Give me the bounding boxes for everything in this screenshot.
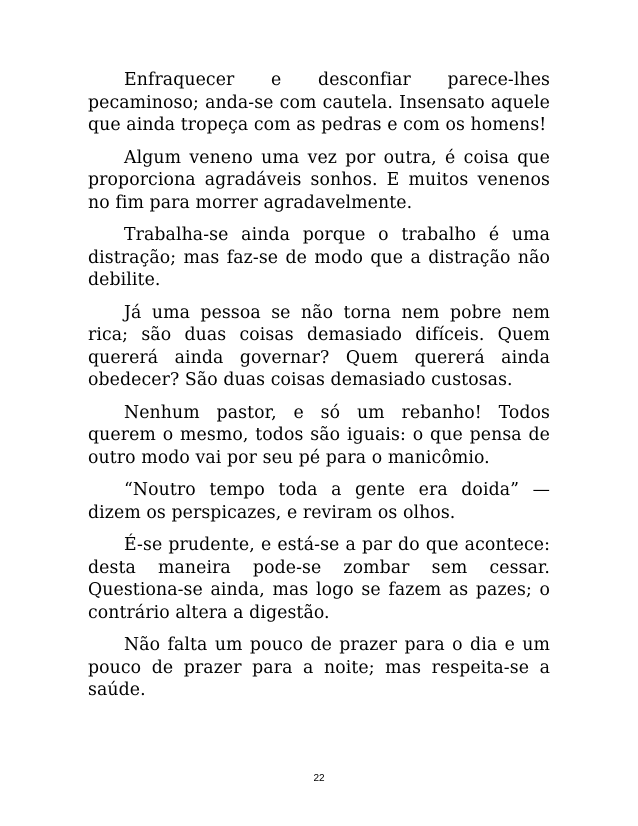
paragraph: É-se prudente, e está-se a par do que acontece: desta maneira pode-se zombar sem cessar. Questiona-se ainda, mas logo se fazem as pazes; o contrário altera a digestão. [88, 535, 550, 623]
paragraph: Enfraquecer e desconfiar parece-lhes pecaminoso; anda-se com cautela. Insensato aquele que ainda tropeça com as pedras e com os homens! [88, 70, 550, 135]
paragraph: “Noutro tempo toda a gente era doida” — dizem os perspicazes, e reviram os olhos. [88, 480, 550, 523]
paragraph: Não falta um pouco de prazer para o dia e um pouco de prazer para a noite; mas respeita-se a saúde. [88, 635, 550, 700]
page-number: 22 [313, 773, 325, 784]
body-text [88, 69, 550, 712]
paragraph: Nenhum pastor, e só um rebanho! Todos querem o mesmo, todos são iguais: o que pensa de outro modo vai por seu pé para o manicômio. [88, 402, 550, 468]
paragraph: Algum veneno uma vez por outra, é coisa que proporciona agradáveis sonhos. E muitos venenos no fim para morrer agradavelmente. [88, 147, 550, 213]
paragraph: Trabalha-se ainda porque o trabalho é uma distração; mas faz-se de modo que a distração não debilite. [88, 225, 550, 290]
paragraph: Já uma pessoa se não torna nem pobre nem rica; são duas coisas demasiado difíceis. Quem quererá ainda governar? Quem quererá ainda obedecer? São duas coisas demasiado custosas. [88, 302, 550, 390]
